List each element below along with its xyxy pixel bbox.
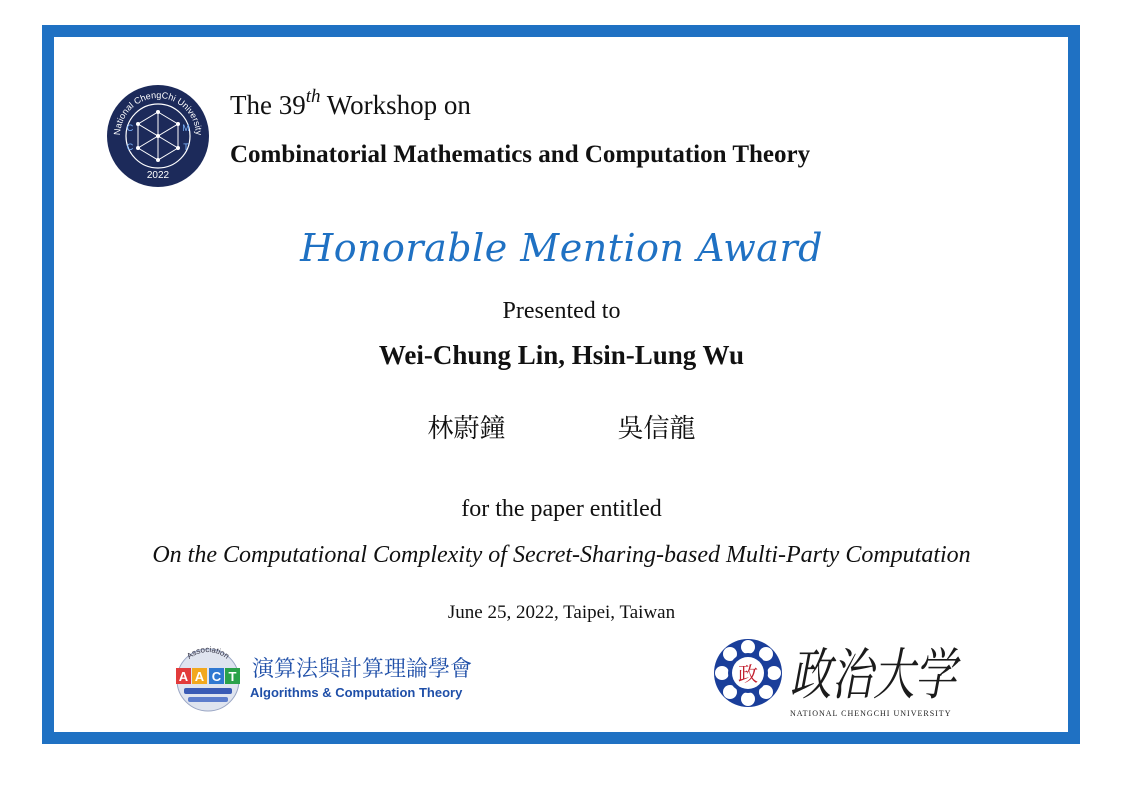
seal-letter-c1: C bbox=[126, 123, 134, 133]
award-title: Honorable Mention Award bbox=[300, 226, 823, 270]
aact-letter-a2: A bbox=[194, 669, 205, 684]
recipient-names-cjk bbox=[0, 408, 1123, 445]
ordinal-suffix: th bbox=[305, 86, 321, 107]
workshop-label: Workshop on bbox=[320, 90, 471, 120]
recipient-cjk-2: 吳信龍 bbox=[617, 414, 696, 444]
seal-ring-text: National ChengChi University bbox=[111, 89, 205, 136]
aact-ring-text: Association bbox=[185, 646, 232, 661]
nccu-seal-logo bbox=[713, 638, 783, 708]
seal-letter-m: M bbox=[182, 123, 190, 133]
nccu-seal-char: 政 bbox=[738, 662, 758, 686]
aact-name-cn: 演算法與計算理論學會 bbox=[252, 657, 473, 682]
nccu-calligraphy-logo bbox=[790, 634, 960, 706]
paper-intro: for the paper entitled bbox=[461, 496, 662, 522]
aact-logo bbox=[172, 646, 244, 712]
paper-title: On the Computational Complexity of Secret-Sharing-based Multi-Party Computation bbox=[152, 542, 971, 568]
recipient-names: Wei-Chung Lin, Hsin-Lung Wu bbox=[378, 340, 745, 370]
recipient-cjk-1: 林蔚鐘 bbox=[427, 414, 506, 444]
workshop-title-line2: Combinatorial Mathematics and Computation Theory bbox=[230, 141, 811, 168]
aact-letter-c: C bbox=[211, 669, 222, 684]
workshop-seal-logo bbox=[106, 84, 210, 188]
date-place: June 25, 2022, Taipei, Taiwan bbox=[447, 602, 676, 623]
seal-letter-t: T bbox=[183, 142, 189, 152]
nccu-name-en: NATIONAL CHENGCHI UNIVERSITY bbox=[790, 709, 952, 718]
aact-name-en: Algorithms & Computation Theory bbox=[250, 685, 463, 700]
seal-year: 2022 bbox=[146, 170, 170, 181]
seal-letter-c2: C bbox=[126, 142, 134, 152]
nccu-calligraphy-text: 政治大学 bbox=[790, 643, 962, 708]
workshop-title-line1 bbox=[230, 86, 471, 121]
aact-letter-a1: A bbox=[178, 669, 189, 684]
workshop-number: The 39 bbox=[230, 90, 306, 120]
aact-letter-t: T bbox=[228, 669, 237, 684]
presented-to-label: Presented to bbox=[502, 298, 621, 324]
